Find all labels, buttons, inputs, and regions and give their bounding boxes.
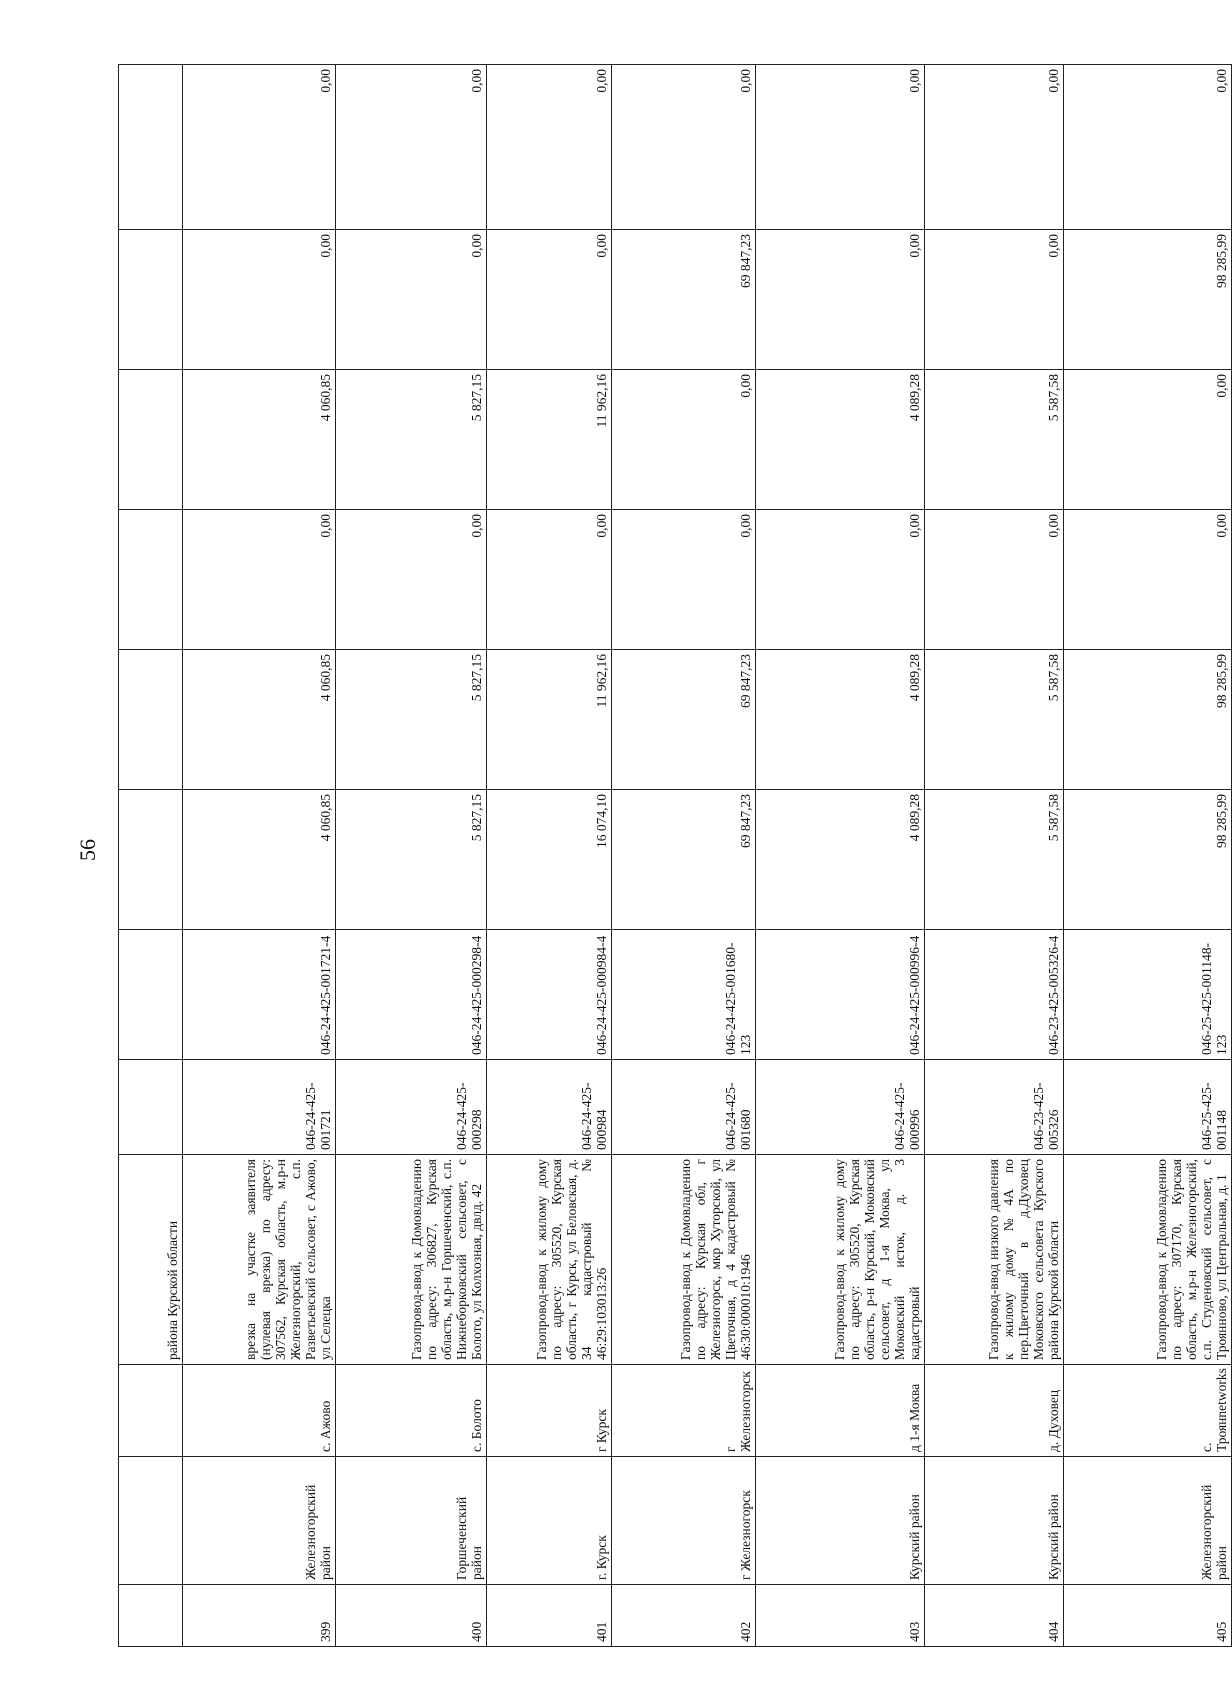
header-cell — [119, 1585, 183, 1647]
row-number: 399 — [182, 1585, 335, 1647]
locality-cell: д. Духовец — [925, 1365, 1064, 1457]
object-code-cell: 046-24-425-000984 — [487, 1060, 612, 1155]
row-number: 405 — [1064, 1585, 1232, 1647]
contract-code-cell: 046-24-425-001680-123 — [612, 930, 756, 1060]
description-cell: Газопровод-ввод низкого давления к жилому дому №4А по пер.Цветочный в д.Духовец Моковского сельсовета Курского района Курской области — [925, 1155, 1064, 1365]
description-cell: Газопровод-ввод к Домовладению по адресу: 307170, Курская область, м.р-н Железногорский, с.п. Студеновский сельсовет, с Троянново, ул Центральная, д. 1 — [1064, 1155, 1232, 1365]
value-cell-6: 0,00 — [336, 65, 487, 230]
value-cell-6: 0,00 — [612, 65, 756, 230]
value-cell-6: 0,00 — [925, 65, 1064, 230]
table-row — [487, 65, 612, 1647]
row-number: 404 — [925, 1585, 1064, 1647]
contract-code-cell: 046-25-425-001148-123 — [1064, 930, 1232, 1060]
table-row — [612, 65, 756, 1647]
contract-code-cell: 046-23-425-005326-4 — [925, 930, 1064, 1060]
district-cell: Курский район — [925, 1457, 1064, 1585]
description-cell: Газопровод-ввод к Домовладению по адресу: 306827, Курская область, м.р-н Горшеченский, с.п. Нижнеборковский сельсовет, с Болото, ул Колхозная, двлд. 42 — [336, 1155, 487, 1365]
header-region-cell — [119, 1155, 183, 1365]
contract-code-cell: 046-24-425-000996-4 — [756, 930, 925, 1060]
value-cell-1: 16 074,10 — [487, 790, 612, 930]
object-code-cell: 046-24-425-000298 — [336, 1060, 487, 1155]
object-code-cell: 046-24-425-001721 — [182, 1060, 335, 1155]
value-cell-5: 0,00 — [925, 230, 1064, 370]
description-cell: Газопровод-ввод к жилому дому по адресу: 305520, Курская область, г Курск, ул Беловская, д. 34 кадастровый № 46:29:103013:26 — [487, 1155, 612, 1365]
value-cell-3: 0,00 — [612, 510, 756, 650]
value-cell-3: 0,00 — [756, 510, 925, 650]
district-cell: Горшеченский район — [336, 1457, 487, 1585]
value-cell-1: 5 827,15 — [336, 790, 487, 930]
value-cell-1: 4 060,85 — [182, 790, 335, 930]
header-cell — [119, 65, 183, 230]
value-cell-4: 5 587,58 — [925, 370, 1064, 510]
value-cell-2: 5 827,15 — [336, 650, 487, 790]
region-text: района Курской области — [164, 1220, 180, 1360]
contract-code-cell: 046-24-425-000984-4 — [487, 930, 612, 1060]
value-cell-6: 0,00 — [1064, 65, 1232, 230]
value-cell-5: 69 847,23 — [612, 230, 756, 370]
table-row — [336, 65, 487, 1647]
district-cell: Железногорский район — [182, 1457, 335, 1585]
table-row — [182, 65, 335, 1647]
value-cell-2: 4 060,85 — [182, 650, 335, 790]
table-row — [756, 65, 925, 1647]
value-cell-4: 4 060,85 — [182, 370, 335, 510]
table-row — [1064, 65, 1232, 1647]
header-row — [119, 65, 183, 1647]
row-number: 400 — [336, 1585, 487, 1647]
locality-cell: с. Ажово — [182, 1365, 335, 1457]
value-cell-5: 0,00 — [336, 230, 487, 370]
header-cell — [119, 650, 183, 790]
object-code-cell: 046-24-425-000996 — [756, 1060, 925, 1155]
header-cell — [119, 930, 183, 1060]
value-cell-2: 4 089,28 — [756, 650, 925, 790]
district-cell: Железногорский район — [1064, 1457, 1232, 1585]
header-cell — [119, 370, 183, 510]
object-code-cell: 046-25-425-001148 — [1064, 1060, 1232, 1155]
value-cell-4: 0,00 — [1064, 370, 1232, 510]
contract-code-cell: 046-24-425-001721-4 — [182, 930, 335, 1060]
value-cell-2: 69 847,23 — [612, 650, 756, 790]
page-number: 56 — [75, 839, 100, 861]
value-cell-4: 0,00 — [612, 370, 756, 510]
rotated-table-wrapper — [118, 65, 1232, 1647]
table-row — [925, 65, 1064, 1647]
object-code-cell: 046-23-425-005326 — [925, 1060, 1064, 1155]
locality-cell: с. Болото — [336, 1365, 487, 1457]
value-cell-6: 0,00 — [182, 65, 335, 230]
value-cell-2: 5 587,58 — [925, 650, 1064, 790]
value-cell-3: 0,00 — [1064, 510, 1232, 650]
value-cell-2: 98 285,99 — [1064, 650, 1232, 790]
header-cell — [119, 510, 183, 650]
locality-cell: г Курск — [487, 1365, 612, 1457]
value-cell-2: 11 962,16 — [487, 650, 612, 790]
header-cell — [119, 1060, 183, 1155]
value-cell-1: 4 089,28 — [756, 790, 925, 930]
value-cell-6: 0,00 — [756, 65, 925, 230]
locality-cell: г Железногорск — [612, 1365, 756, 1457]
header-cell — [119, 1365, 183, 1457]
value-cell-5: 0,00 — [487, 230, 612, 370]
district-cell: г Железногорск — [612, 1457, 756, 1585]
value-cell-3: 0,00 — [925, 510, 1064, 650]
header-cell — [119, 790, 183, 930]
value-cell-4: 11 962,16 — [487, 370, 612, 510]
value-cell-3: 0,00 — [336, 510, 487, 650]
row-number: 402 — [612, 1585, 756, 1647]
value-cell-4: 4 089,28 — [756, 370, 925, 510]
value-cell-5: 0,00 — [756, 230, 925, 370]
locality-cell: д 1-я Моква — [756, 1365, 925, 1457]
value-cell-5: 0,00 — [182, 230, 335, 370]
row-number: 401 — [487, 1585, 612, 1647]
header-cell — [119, 230, 183, 370]
description-cell: Газопровод-ввод к жилому дому по адресу: 305520, Курская область, р-н Курский, Моковский сельсовет, д 1-я Моква, ул Моковский исток, д. 3 кадастровый — [756, 1155, 925, 1365]
value-cell-5: 98 285,99 — [1064, 230, 1232, 370]
value-cell-1: 69 847,23 — [612, 790, 756, 930]
value-cell-4: 5 827,15 — [336, 370, 487, 510]
district-cell: г. Курск — [487, 1457, 612, 1585]
value-cell-6: 0,00 — [487, 65, 612, 230]
district-cell: Курский район — [756, 1457, 925, 1585]
row-number: 403 — [756, 1585, 925, 1647]
object-code-cell: 046-24-425-001680 — [612, 1060, 756, 1155]
register-table — [118, 64, 1232, 1647]
description-cell: Газопровод-ввод к Домовладению по адресу: Курская обл, г Железногорск, мкр Хуторской, ул Цветочная, д 4 кадастровый № 46:30:000010:1946 — [612, 1155, 756, 1365]
value-cell-3: 0,00 — [182, 510, 335, 650]
value-cell-3: 0,00 — [487, 510, 612, 650]
header-cell — [119, 1457, 183, 1585]
value-cell-1: 98 285,99 — [1064, 790, 1232, 930]
value-cell-1: 5 587,58 — [925, 790, 1064, 930]
locality-cell: с. Троянnetworks — [1064, 1365, 1232, 1457]
contract-code-cell: 046-24-425-000298-4 — [336, 930, 487, 1060]
description-cell: врезка на участке заявителя (нулевая врезка) по адресу: 307562, Курская область, м.р-н Железногорский, с.п. Разветьевский сельсовет, с Ажово, ул Селецка — [182, 1155, 335, 1365]
